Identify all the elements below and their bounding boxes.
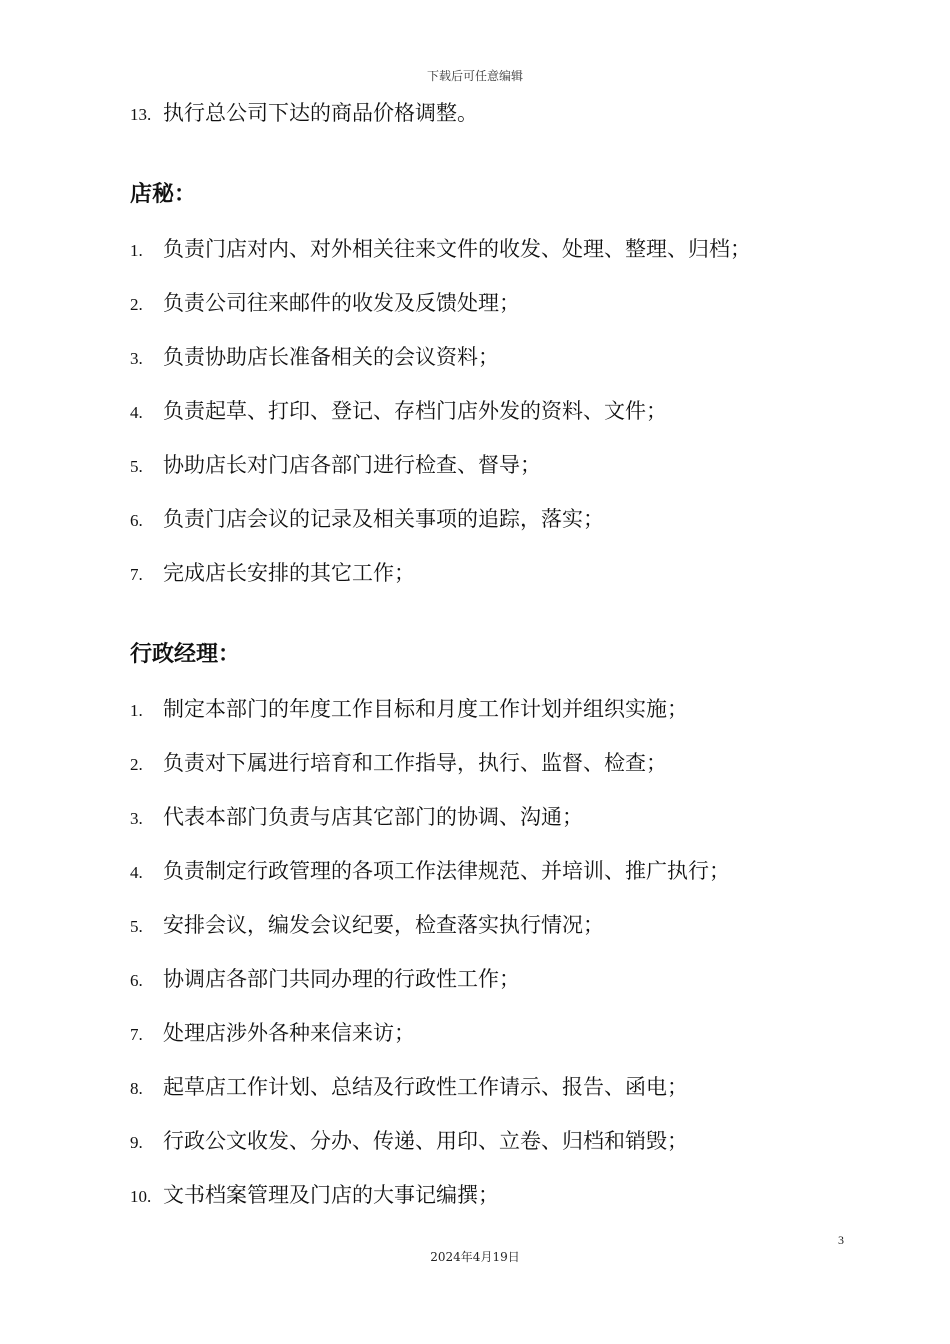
list-item-number: 1.: [130, 241, 143, 260]
list-item-text: 安排会议，编发会议纪要，检查落实执行情况；: [163, 913, 604, 937]
list-item-number: 3.: [130, 809, 143, 828]
list-item-text: 负责门店对内、对外相关往来文件的收发、处理、整理、归档；: [163, 237, 751, 261]
list-item-number: 2.: [130, 755, 143, 774]
list-item-text: 协助店长对门店各部门进行检查、督导；: [163, 453, 541, 477]
list-item-text: 执行总公司下达的商品价格调整。: [163, 101, 478, 125]
document-body: [130, 96, 850, 1232]
list-item-number: 1.: [130, 701, 143, 720]
list-item-text: 完成店长安排的其它工作；: [163, 561, 415, 585]
list-item-number: 2.: [130, 295, 143, 314]
list-item-text: 协调店各部门共同办理的行政性工作；: [163, 967, 520, 991]
list-item-number: 5.: [130, 457, 143, 476]
list-item: [130, 962, 850, 1016]
list-item-number: 7.: [130, 565, 143, 584]
list-item: [130, 800, 850, 854]
list-item-number: 13.: [130, 105, 152, 124]
list-item-text: 负责公司往来邮件的收发及反馈处理；: [163, 291, 520, 315]
list-item: [130, 692, 850, 746]
list-item: [130, 1070, 850, 1124]
page-number: 3: [838, 1233, 844, 1247]
list-item-text: 起草店工作计划、总结及行政性工作请示、报告、函电；: [163, 1075, 688, 1099]
list-item-text: 制定本部门的年度工作目标和月度工作计划并组织实施；: [163, 697, 688, 721]
list-item: [130, 1124, 850, 1178]
list-item: [130, 286, 850, 340]
list-item: [130, 340, 850, 394]
list-item: [130, 854, 850, 908]
list-item-text: 负责协助店长准备相关的会议资料；: [163, 345, 499, 369]
list-item-number: 6.: [130, 511, 143, 530]
list-item-number: 5.: [130, 917, 143, 936]
list-item: [130, 1016, 850, 1070]
list-item-number: 6.: [130, 971, 143, 990]
footer-date: 2024年4月19日: [430, 1250, 520, 1264]
list-item-text: 负责门店会议的记录及相关事项的追踪，落实；: [163, 507, 604, 531]
list-item-number: 9.: [130, 1133, 143, 1152]
list-item: [130, 908, 850, 962]
list-item: [130, 556, 850, 610]
list-item-number: 3.: [130, 349, 143, 368]
list-item-number: 8.: [130, 1079, 143, 1098]
list-item-text: 文书档案管理及门店的大事记编撰；: [163, 1183, 499, 1207]
list-item-text: 负责对下属进行培育和工作指导，执行、监督、检查；: [163, 751, 667, 775]
list-item: [130, 448, 850, 502]
section-heading-admin-manager: 行政经理：: [130, 642, 241, 667]
list-item: [130, 502, 850, 556]
list-item-text: 负责起草、打印、登记、存档门店外发的资料、文件；: [163, 399, 667, 423]
list-item-number: 4.: [130, 863, 143, 882]
list-item-text: 负责制定行政管理的各项工作法律规范、并培训、推广执行；: [163, 859, 730, 883]
list-item: [130, 96, 850, 150]
list-item: [130, 232, 850, 286]
section-heading-store-secretary: 店秘：: [130, 182, 197, 207]
list-item-number: 7.: [130, 1025, 143, 1044]
list-item-number: 4.: [130, 403, 143, 422]
list-item: [130, 1178, 850, 1232]
list-item: [130, 746, 850, 800]
list-item-text: 处理店涉外各种来信来访；: [163, 1021, 415, 1045]
list-item: [130, 394, 850, 448]
list-item-number: 10.: [130, 1187, 152, 1206]
header-note: 下载后可任意编辑: [426, 69, 523, 83]
list-item-text: 行政公文收发、分办、传递、用印、立卷、归档和销毁；: [163, 1129, 688, 1153]
list-item-text: 代表本部门负责与店其它部门的协调、沟通；: [163, 805, 583, 829]
